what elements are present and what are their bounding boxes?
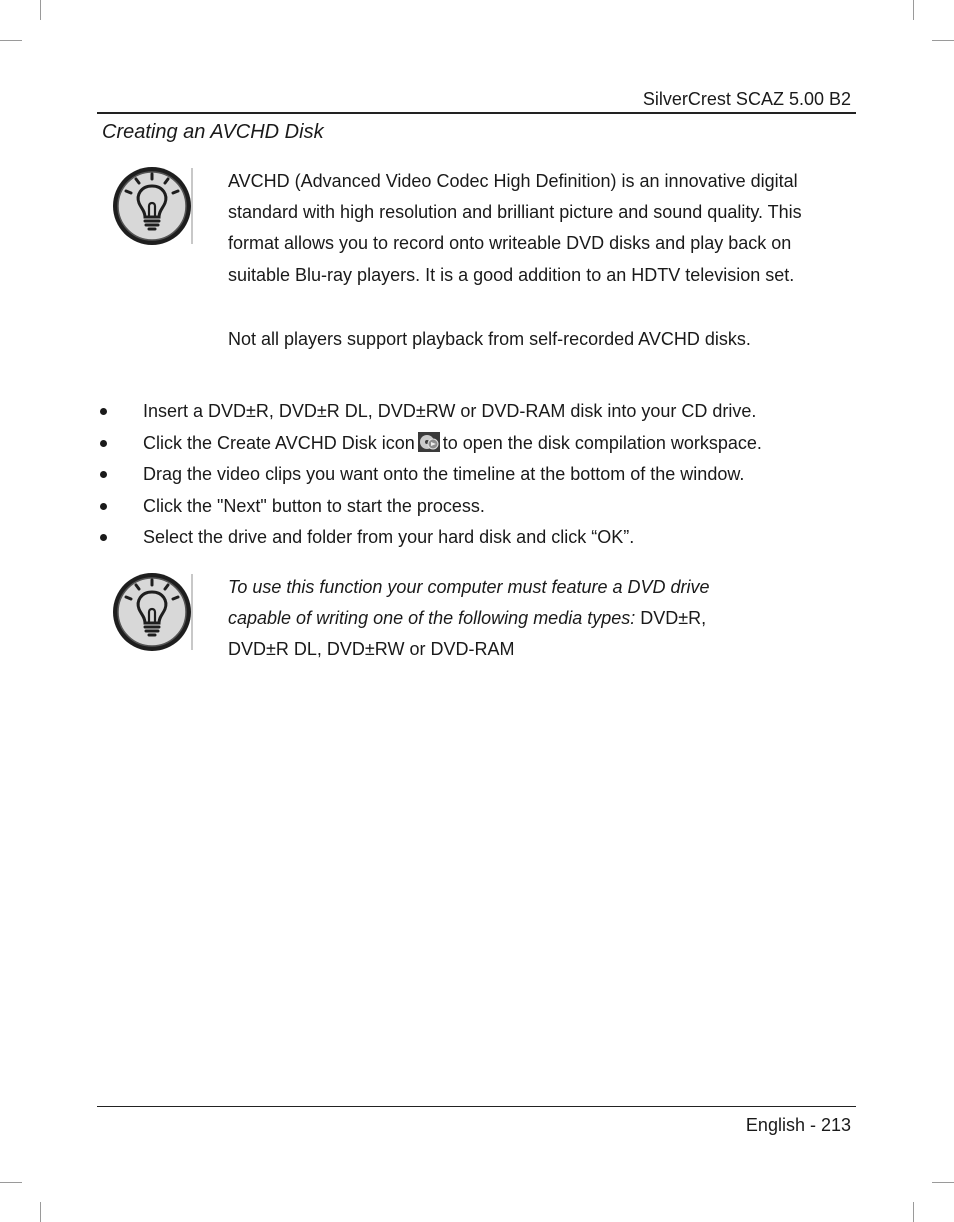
section-title: Creating an AVCHD Disk — [102, 121, 324, 143]
crop-mark — [932, 1182, 954, 1183]
header-model: SilverCrest SCAZ 5.00 B2 — [642, 89, 851, 109]
dvd-drive-note — [228, 572, 748, 666]
step-text: Drag the video clips you want onto the timeline at the bottom of the window. — [143, 464, 745, 484]
list-item — [98, 428, 858, 460]
crop-mark — [0, 1182, 22, 1183]
crop-mark — [40, 1202, 41, 1222]
steps-list — [98, 396, 858, 554]
list-item — [98, 522, 858, 554]
step-text: Click the Create AVCHD Disk icon — [143, 432, 415, 453]
lightbulb-icon — [112, 570, 196, 654]
bullet — [100, 534, 107, 541]
list-item — [98, 396, 858, 428]
create-avchd-disk-icon — [418, 432, 440, 452]
step-text: Insert a DVD±R, DVD±R DL, DVD±RW or DVD-RAM disk into your CD drive. — [143, 401, 757, 421]
crop-mark — [913, 1202, 914, 1222]
crop-mark — [932, 40, 954, 41]
media-types: DVD±R, DVD±R DL, DVD±RW or DVD-RAM — [228, 608, 707, 660]
bullet — [100, 503, 107, 510]
crop-mark — [913, 0, 914, 20]
list-item — [98, 491, 858, 523]
header-rule — [97, 112, 856, 114]
avchd-description: AVCHD (Advanced Video Codec High Definition) is an innovative digital standard with high resolution and brilliant picture and sound quality. This format allows you to record onto writeable DVD disks and play back on suitable Blu-ray players. It is a good addition to an HDTV television set. — [228, 171, 802, 285]
bullet — [100, 440, 107, 447]
crop-mark — [40, 0, 41, 20]
list-item — [98, 459, 858, 491]
step-text: to open the disk compilation workspace. — [442, 432, 762, 453]
bullet — [100, 471, 107, 478]
requirement-text: To use this function your computer must feature a DVD drive capable of writing one of the following media types: — [228, 577, 710, 629]
bullet — [100, 408, 107, 415]
step-text: Select the drive and folder from your hard disk and click “OK”. — [143, 527, 635, 547]
page-number: English - 213 — [745, 1115, 851, 1135]
step-text: Click the "Next" button to start the process. — [143, 495, 485, 516]
footer-rule — [97, 1106, 856, 1107]
playback-note: Not all players support playback from self-recorded AVCHD disks. — [228, 329, 751, 349]
crop-mark — [0, 40, 22, 41]
lightbulb-icon — [112, 164, 196, 248]
